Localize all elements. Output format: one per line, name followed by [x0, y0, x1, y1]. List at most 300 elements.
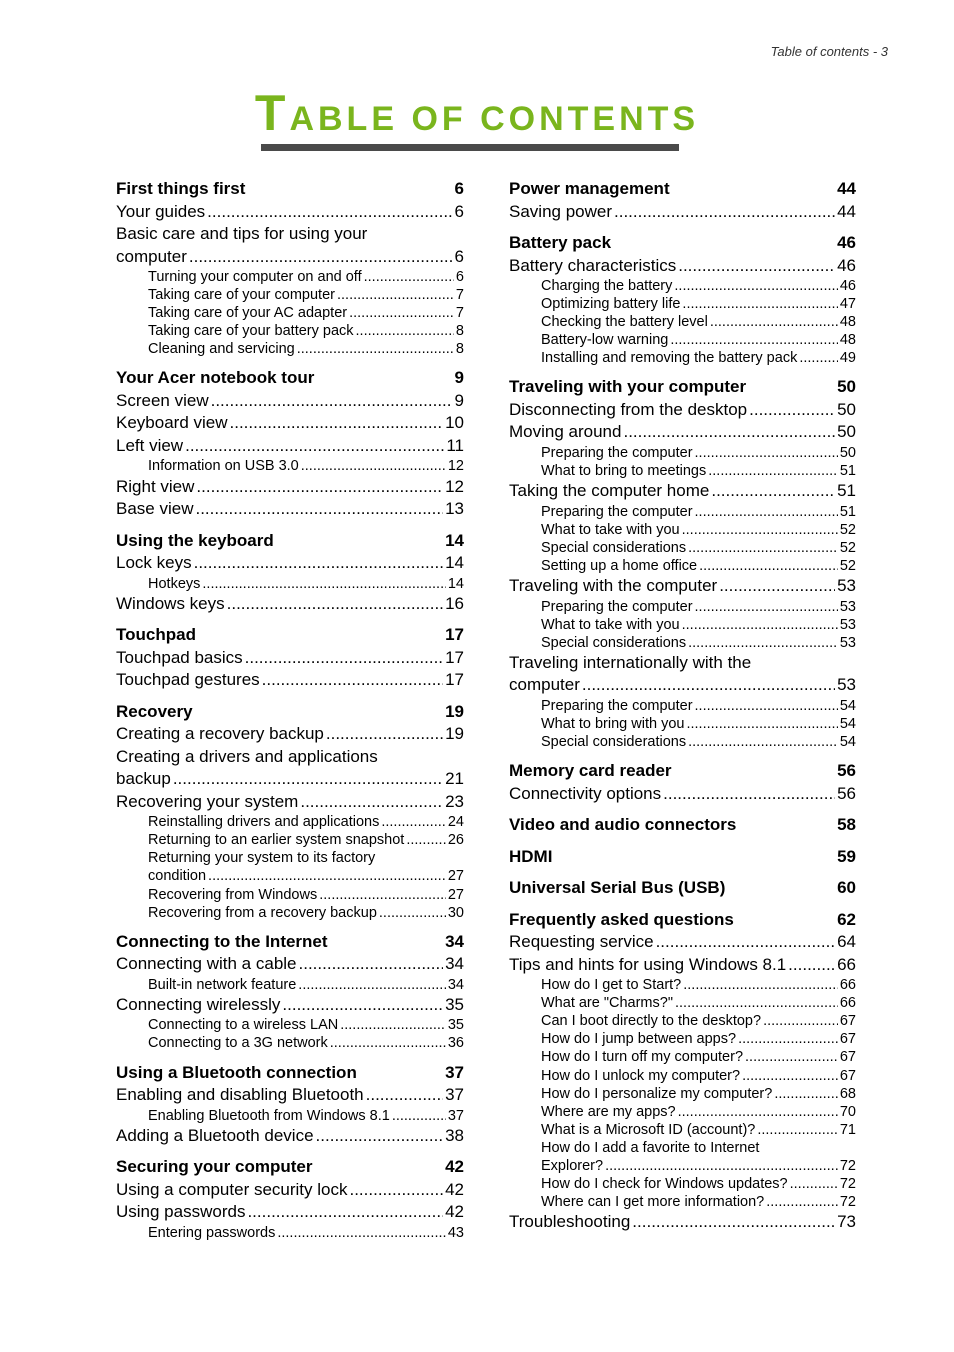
page-number: 37: [447, 1107, 464, 1124]
dot-leader: [326, 723, 443, 746]
toc-entry-row: [509, 931, 856, 954]
dot-leader: [337, 286, 454, 304]
toc-entry-text: What to take with you: [541, 616, 680, 633]
toc-entry-text: Left view: [116, 435, 184, 455]
toc-entry-level-3[interactable]: [509, 349, 856, 367]
toc-entry-text: Keyboard view: [116, 413, 228, 433]
toc-entry-row: [116, 246, 464, 269]
toc-entry-level-1[interactable]: [509, 909, 856, 932]
toc-entry-level-3[interactable]: [509, 1103, 856, 1121]
toc-entry-row: [509, 994, 856, 1012]
toc-entry-level-3[interactable]: [116, 886, 464, 904]
toc-entry-text-line1: Traveling internationally with the: [509, 652, 752, 672]
dot-leader: [316, 1125, 444, 1148]
page-number: 44: [837, 179, 856, 198]
toc-entry-level-3[interactable]: [116, 268, 464, 286]
toc-entry-level-3[interactable]: [116, 286, 464, 304]
dot-leader: [678, 255, 835, 278]
toc-entry-text: How do I get to Start?: [541, 977, 682, 994]
dot-leader: [379, 904, 446, 922]
dot-leader: [299, 953, 444, 976]
toc-entry-level-1[interactable]: [116, 931, 464, 954]
dot-leader: [623, 421, 835, 444]
dot-leader: [688, 634, 838, 652]
toc-entry-level-3[interactable]: [509, 503, 856, 521]
page-number: 72: [839, 1194, 856, 1211]
toc-entry-row: [509, 178, 856, 201]
page-number: 16: [445, 593, 464, 613]
toc-entry-level-2[interactable]: [116, 552, 464, 575]
toc-entry-level-3[interactable]: [116, 1016, 464, 1034]
page-number: 50: [837, 377, 856, 397]
page-number: 68: [839, 1085, 856, 1102]
page-number: 7: [455, 305, 464, 322]
page-number: 8: [455, 323, 464, 340]
page-number: 27: [447, 886, 464, 903]
toc-entry-level-3[interactable]: [116, 304, 464, 322]
toc-entry-text: What are "Charms?": [541, 995, 673, 1012]
page-number: 47: [839, 296, 856, 313]
page-number: 26: [447, 832, 464, 849]
toc-entry-row: [509, 399, 856, 422]
page-number: 59: [837, 846, 856, 866]
page-title: [0, 84, 954, 142]
toc-entry-row: [509, 376, 856, 399]
toc-entry-text: Preparing the computer: [541, 697, 693, 714]
dot-leader: [262, 669, 443, 692]
toc-entry-level-3[interactable]: [116, 457, 464, 475]
toc-entry-level-3[interactable]: [509, 1193, 856, 1211]
toc-entry-text: Turning your computer on and off: [148, 269, 362, 285]
page-number: 64: [837, 932, 856, 952]
dot-leader: [202, 575, 445, 593]
toc-entry-level-3[interactable]: [509, 462, 856, 480]
toc-entry-level-3[interactable]: [509, 1048, 856, 1066]
toc-entry-text: Optimizing battery life: [541, 296, 681, 313]
toc-entry-level-2[interactable]: [116, 723, 464, 746]
toc-entry-row: [116, 768, 464, 791]
dot-leader: [688, 733, 838, 751]
toc-entry-text: Traveling with your computer: [509, 377, 747, 397]
page-number: 6: [455, 269, 464, 285]
toc-entry-level-3[interactable]: [509, 295, 856, 313]
toc-entry-level-1[interactable]: [509, 846, 856, 869]
toc-entry-row: [509, 521, 856, 539]
page-number: 50: [837, 422, 856, 442]
page-number: 9: [454, 368, 464, 388]
toc-entry-text: Charging the battery: [541, 278, 673, 294]
toc-entry-level-2[interactable]: [116, 223, 464, 268]
page-number: 34: [445, 954, 464, 974]
toc-entry-text: Troubleshooting: [509, 1212, 631, 1232]
toc-entry-text: Taking care of your computer: [148, 287, 335, 304]
page-title-rest: ABLE OF CONTENTS: [289, 100, 700, 138]
dot-leader: [277, 1224, 446, 1242]
toc-entry-level-2[interactable]: [116, 476, 464, 499]
toc-entry-level-3[interactable]: [116, 976, 464, 994]
toc-entry-text: Setting up a home office: [541, 557, 698, 574]
dot-leader: [582, 674, 835, 697]
toc-entry-row: [509, 295, 856, 313]
toc-entry-text: Recovery: [116, 701, 193, 721]
toc-entry-level-3[interactable]: [509, 976, 856, 994]
toc-entry-text: Special considerations: [541, 634, 687, 651]
toc-entry-text: Windows keys: [116, 593, 225, 613]
toc-entry-text: Your guides: [116, 201, 206, 221]
toc-entry-level-3[interactable]: [116, 831, 464, 849]
toc-entry-level-2[interactable]: [116, 994, 464, 1017]
toc-entry-text: Returning to an earlier system snapshot: [148, 832, 405, 849]
toc-entry-level-3[interactable]: [116, 849, 464, 885]
dot-leader: [757, 1121, 838, 1139]
page-number: 9: [454, 390, 464, 410]
toc-entry-level-2[interactable]: [116, 390, 464, 413]
toc-entry-row: [116, 1224, 464, 1242]
page-number: 42: [445, 1202, 464, 1222]
toc-entry-text: Can I boot directly to the desktop?: [541, 1013, 762, 1030]
dot-leader: [301, 457, 446, 475]
toc-entry-level-3[interactable]: [509, 521, 856, 539]
toc-entry-level-2[interactable]: [509, 201, 856, 224]
toc-entry-level-2[interactable]: [509, 399, 856, 422]
toc-entry-row: [116, 476, 464, 499]
dot-leader: [695, 697, 838, 715]
toc-entry-level-2[interactable]: [509, 783, 856, 806]
dot-leader: [695, 444, 838, 462]
toc-entry-level-1[interactable]: [509, 376, 856, 399]
toc-entry-level-3[interactable]: [509, 331, 856, 349]
page-number: 52: [839, 557, 856, 574]
toc-entry-row: [509, 277, 856, 295]
dot-leader: [656, 931, 836, 954]
toc-entry-level-3[interactable]: [509, 557, 856, 575]
toc-entry-level-3[interactable]: [509, 697, 856, 715]
page-number: 19: [445, 724, 464, 744]
toc-entry-row: [509, 846, 856, 869]
page-number: 67: [839, 1049, 856, 1066]
toc-entry-level-2[interactable]: [509, 480, 856, 503]
toc-entry-row: [116, 552, 464, 575]
toc-entry-level-3[interactable]: [509, 1139, 856, 1175]
dot-leader: [349, 1179, 443, 1202]
toc-entry-level-2[interactable]: [509, 954, 856, 977]
toc-entry-level-1[interactable]: [509, 232, 856, 255]
toc-entry-row: [116, 813, 464, 831]
toc-entry-text: Connecting with a cable: [116, 954, 297, 974]
page-title-initial: T: [254, 85, 290, 141]
dot-leader: [719, 575, 835, 598]
page-number: 43: [447, 1224, 464, 1241]
page-number: 27: [447, 868, 464, 885]
toc-entry-level-2[interactable]: [116, 1179, 464, 1202]
toc-column-left: [116, 178, 464, 1242]
toc-entry-level-3[interactable]: [116, 904, 464, 922]
toc-entry-row: [509, 421, 856, 444]
page-number: 14: [447, 575, 464, 592]
page-number: 71: [839, 1121, 856, 1138]
toc-entry-text: Touchpad: [116, 625, 196, 645]
toc-entry-row: [509, 503, 856, 521]
toc-entry-level-3[interactable]: [509, 994, 856, 1012]
toc-entry-level-2[interactable]: [116, 647, 464, 670]
dot-leader: [683, 976, 838, 994]
toc-entry-text: Where can I get more information?: [541, 1194, 765, 1211]
toc-entry-text: Connecting to a 3G network: [148, 1035, 328, 1052]
toc-entry-text: What to take with you: [541, 521, 680, 538]
toc-entry-row: [116, 723, 464, 746]
toc-entry-row: [116, 647, 464, 670]
dot-leader: [699, 557, 838, 575]
toc-entry-level-3[interactable]: [509, 313, 856, 331]
dot-leader: [790, 1175, 838, 1193]
dot-leader: [230, 412, 444, 435]
page-number: 62: [837, 909, 856, 929]
page-number: 53: [839, 634, 856, 651]
toc-entry-text: Battery pack: [509, 233, 612, 252]
toc-entry-level-1[interactable]: [116, 367, 464, 390]
toc-entry-level-3[interactable]: [509, 1067, 856, 1085]
toc-entry-level-1[interactable]: [116, 530, 464, 553]
toc-entry-row: [116, 322, 464, 340]
dot-leader: [682, 295, 837, 313]
dot-leader: [682, 521, 838, 539]
toc-entry-level-2[interactable]: [116, 791, 464, 814]
toc-entry-level-1[interactable]: [116, 624, 464, 647]
toc-entry-level-1[interactable]: [509, 178, 856, 201]
toc-entry-row: [116, 498, 464, 521]
dot-leader: [196, 476, 443, 499]
toc-entry-text: HDMI: [509, 846, 553, 866]
dot-leader: [356, 322, 454, 340]
toc-entry-row: [116, 791, 464, 814]
toc-entry-level-2[interactable]: [116, 1125, 464, 1148]
toc-entry-row: [509, 444, 856, 462]
page-number: 34: [445, 931, 464, 951]
toc-entry-row: [509, 575, 856, 598]
toc-entry-level-2[interactable]: [116, 498, 464, 521]
toc-entry-row: [509, 598, 856, 616]
toc-entry-text: Connecting to the Internet: [116, 931, 328, 951]
toc-entry-row: [509, 1193, 856, 1211]
dot-leader: [695, 598, 838, 616]
toc-entry-text: Disconnecting from the desktop: [509, 399, 748, 419]
toc-entry-level-2[interactable]: [509, 931, 856, 954]
toc-entry-text-line2: computer: [509, 675, 580, 695]
toc-entry-level-1[interactable]: [116, 178, 464, 201]
toc-entry-level-2[interactable]: [116, 435, 464, 458]
page-number: 46: [837, 255, 856, 275]
toc-entry-row: [509, 1157, 856, 1175]
toc-entry-level-2[interactable]: [116, 593, 464, 616]
page-number: 54: [839, 734, 856, 750]
toc-entry-text: What to bring to meetings: [541, 463, 707, 480]
toc-entry-text: Video and audio connectors: [509, 815, 737, 835]
page-number: 56: [837, 783, 856, 803]
toc-entry-level-2[interactable]: [509, 421, 856, 444]
dot-leader: [788, 954, 835, 977]
page-number: 21: [445, 769, 464, 789]
dot-leader: [297, 340, 454, 358]
toc-entry-row: [509, 616, 856, 634]
page-number: 8: [455, 341, 464, 358]
toc-entry-row: [116, 390, 464, 413]
toc-entry-text: What is a Microsoft ID (account)?: [541, 1121, 756, 1138]
toc-entry-text: Connecting to a wireless LAN: [148, 1017, 339, 1034]
title-underline: [261, 144, 679, 151]
toc-entry-level-2[interactable]: [509, 255, 856, 278]
toc-entry-level-2[interactable]: [116, 1201, 464, 1224]
toc-entry-level-2[interactable]: [509, 1211, 856, 1234]
toc-entry-row: [116, 412, 464, 435]
page-number: 58: [837, 815, 856, 835]
toc-entry-row: [509, 349, 856, 367]
toc-entry-row: [509, 232, 856, 255]
toc-entry-level-3[interactable]: [509, 598, 856, 616]
page-number: 72: [839, 1158, 856, 1175]
page-number: 42: [445, 1179, 464, 1199]
toc-entry-text: Recovering your system: [116, 791, 299, 811]
toc-entry-text: Special considerations: [541, 539, 687, 556]
toc-entry-row: [116, 286, 464, 304]
toc-entry-level-2[interactable]: [509, 575, 856, 598]
toc-entry-row: [509, 674, 856, 697]
toc-entry-text-line2: computer: [116, 246, 187, 266]
toc-entry-level-3[interactable]: [116, 1224, 464, 1242]
page-number: 56: [837, 761, 856, 781]
dot-leader: [749, 399, 835, 422]
dot-leader: [738, 1030, 838, 1048]
page-number: 67: [839, 1031, 856, 1048]
toc-entry-row: [116, 1084, 464, 1107]
toc-entry-text: Lock keys: [116, 553, 192, 573]
toc-entry-text: How do I turn off my computer?: [541, 1049, 744, 1066]
toc-entry-level-3[interactable]: [509, 1012, 856, 1030]
toc-entry-level-1[interactable]: [116, 1156, 464, 1179]
toc-entry-level-3[interactable]: [509, 1085, 856, 1103]
toc-entry-level-3[interactable]: [509, 616, 856, 634]
toc-entry-level-2[interactable]: [116, 412, 464, 435]
dot-leader: [682, 616, 838, 634]
toc-entry-level-3[interactable]: [509, 634, 856, 652]
toc-entry-level-3[interactable]: [509, 1175, 856, 1193]
toc-entry-level-1[interactable]: [509, 760, 856, 783]
toc-entry-level-3[interactable]: [509, 1030, 856, 1048]
page-number: 54: [839, 697, 856, 714]
page-number: 48: [839, 332, 856, 349]
toc-entry-text: Universal Serial Bus (USB): [509, 878, 726, 898]
toc-entry-row: [509, 201, 856, 224]
toc-entry-level-1[interactable]: [509, 814, 856, 837]
toc-entry-text: Base view: [116, 499, 194, 519]
dot-leader: [300, 791, 443, 814]
toc-entry-row: [509, 462, 856, 480]
toc-entry-level-3[interactable]: [509, 1121, 856, 1139]
toc-entry-level-2[interactable]: [116, 953, 464, 976]
page-number: 50: [837, 399, 856, 419]
page-number: 36: [447, 1035, 464, 1052]
dot-leader: [774, 1085, 838, 1103]
toc-entry-level-2[interactable]: [116, 746, 464, 791]
dot-leader: [340, 1016, 446, 1034]
page-number: 11: [446, 435, 464, 455]
toc-entry-text: How do I unlock my computer?: [541, 1067, 741, 1084]
toc-entry-text: Cleaning and servicing: [148, 341, 295, 358]
toc-entry-level-3[interactable]: [509, 277, 856, 295]
toc-entry-level-3[interactable]: [509, 539, 856, 557]
toc-entry-row: [116, 669, 464, 692]
toc-entry-level-3[interactable]: [116, 322, 464, 340]
toc-entry-text: Using passwords: [116, 1202, 246, 1222]
toc-entry-row: [116, 904, 464, 922]
toc-entry-text: Information on USB 3.0: [148, 458, 299, 475]
toc-entry-row: [116, 268, 464, 286]
toc-entry-level-3[interactable]: [509, 733, 856, 751]
toc-entry-text: Built-in network feature: [148, 976, 297, 993]
dot-leader: [674, 277, 837, 295]
toc-entry-text: Battery characteristics: [509, 255, 677, 275]
page-number: 14: [445, 553, 464, 573]
page-number: 30: [447, 904, 464, 921]
toc-entry-level-3[interactable]: [116, 1034, 464, 1052]
dot-leader: [185, 435, 444, 458]
page-number: 46: [837, 233, 856, 252]
page-number: 73: [837, 1212, 856, 1232]
page-number: 17: [445, 625, 464, 645]
page-number: 52: [839, 539, 856, 556]
toc-entry-level-3[interactable]: [509, 715, 856, 733]
toc-entry-text: Touchpad gestures: [116, 670, 260, 690]
dot-leader: [710, 313, 838, 331]
toc-entry-text: Saving power: [509, 201, 613, 221]
toc-entry-text: First things first: [116, 179, 246, 198]
dot-leader: [319, 886, 446, 904]
toc-entry-level-3[interactable]: [116, 575, 464, 593]
toc-entry-level-2[interactable]: [116, 1084, 464, 1107]
toc-entry-level-2[interactable]: [116, 201, 464, 224]
toc-entry-level-2[interactable]: [116, 669, 464, 692]
toc-entry-row: [116, 340, 464, 358]
toc-entry-level-3[interactable]: [509, 444, 856, 462]
dot-leader: [670, 331, 838, 349]
toc-entry-text: Enabling and disabling Bluetooth: [116, 1085, 364, 1104]
page-number: 19: [445, 701, 464, 721]
page-number: 23: [445, 791, 464, 811]
toc-entry-level-3[interactable]: [116, 340, 464, 358]
toc-entry-level-1[interactable]: [116, 701, 464, 724]
dot-leader: [381, 813, 446, 831]
toc-entry-row: [509, 976, 856, 994]
toc-entry-row: [509, 539, 856, 557]
toc-entry-row: [509, 634, 856, 652]
toc-entry-level-2[interactable]: [509, 652, 856, 697]
page-number: 60: [837, 878, 856, 898]
toc-entry-row: [509, 1012, 856, 1030]
toc-entry-row: [509, 1211, 856, 1234]
toc-entry-row: [116, 994, 464, 1017]
page-number: 53: [839, 598, 856, 615]
dot-leader: [663, 783, 835, 806]
toc-entry-level-1[interactable]: [509, 877, 856, 900]
toc-entry-text-line2: backup: [116, 769, 171, 789]
toc-entry-level-3[interactable]: [116, 1107, 464, 1125]
dot-leader: [392, 1107, 446, 1125]
toc-entry-level-1[interactable]: [116, 1062, 464, 1085]
toc-entry-text: Preparing the computer: [541, 444, 693, 461]
toc-entry-text-line1: How do I add a favorite to Internet: [541, 1139, 760, 1156]
toc-entry-text: Recovering from a recovery backup: [148, 904, 377, 921]
toc-entry-text: Preparing the computer: [541, 598, 693, 615]
toc-entry-level-3[interactable]: [116, 813, 464, 831]
